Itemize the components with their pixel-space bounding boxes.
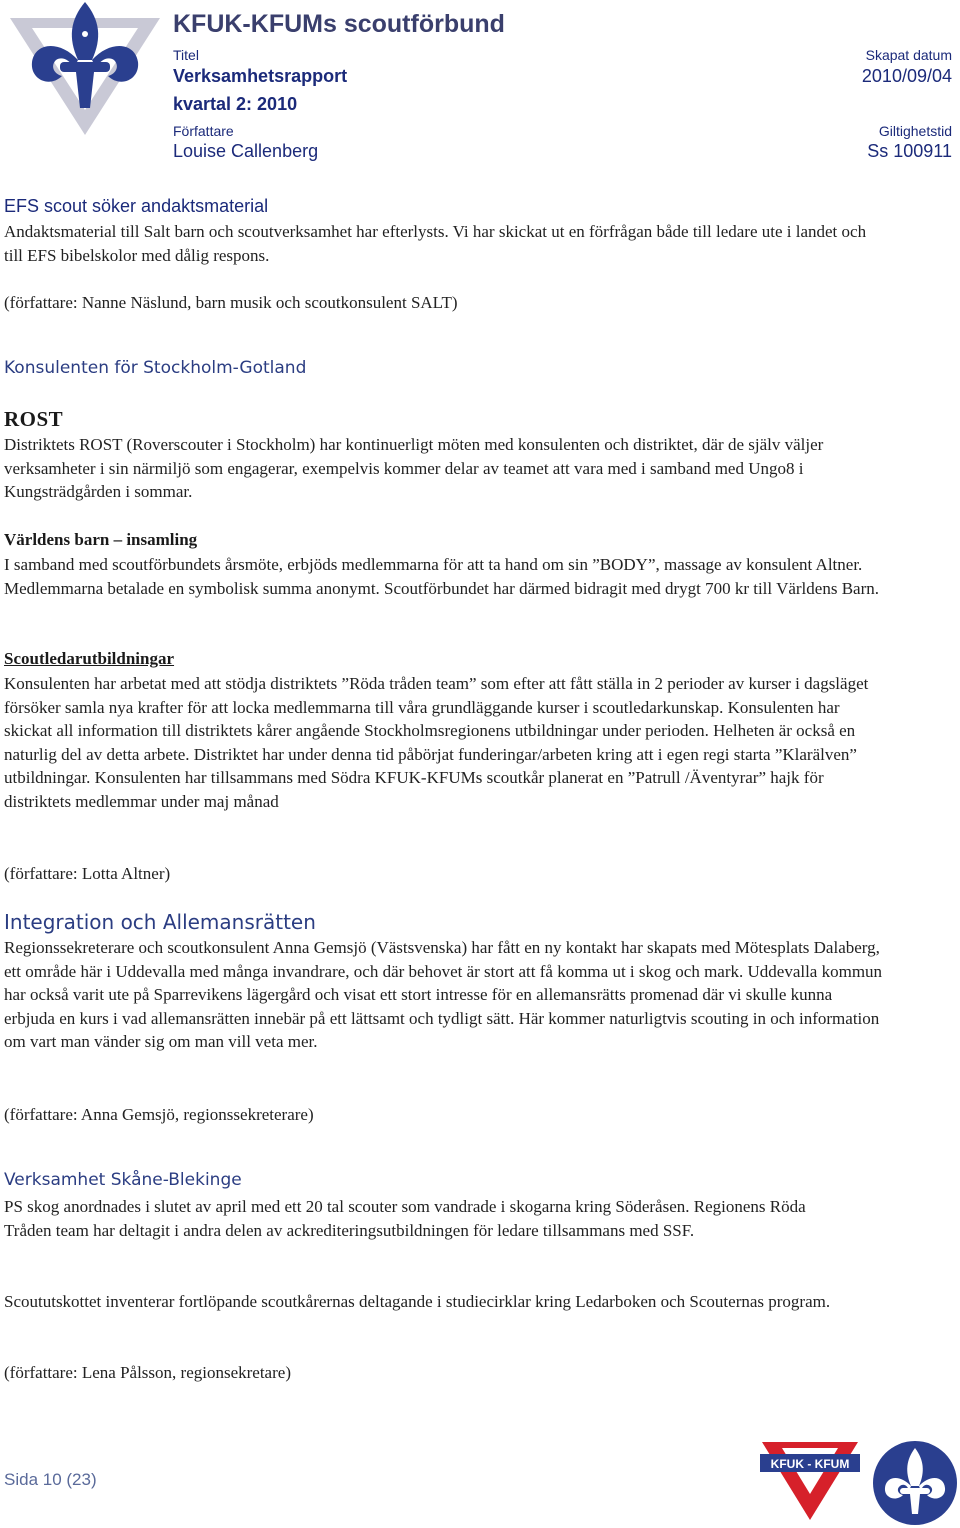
- rost-title: ROST: [4, 407, 64, 431]
- report-title-line1: Verksamhetsrapport: [173, 66, 348, 86]
- scoutledar-title: Scoutledarutbildningar: [4, 649, 175, 668]
- validity-label: Giltighetstid: [878, 123, 952, 139]
- rost-text: Distriktets ROST (Roverscouter i Stockholm) har kontinuerligt möten med konsulenten och distriktet, där de själv väljer verksamheter i sin närmiljö som engagerar, exempelvis kommer delar av teamet att vara med i samband med Ungo8 i Kungsträdgården i sommar.: [4, 435, 824, 502]
- created-date-label: Skapat datum: [865, 47, 952, 63]
- varldens-barn-title: Världens barn – insamling: [4, 530, 198, 549]
- efs-section-title: EFS scout söker andaktsmaterial: [4, 196, 269, 216]
- integration-text: Regionssekreterare och scoutkonsulent Anna Gemsjö (Västsvenska) har fått en ny kontakt har skapats med Mötesplats Dalaberg, ett område här i Uddevalla med många invandrare, och där behovet är stort att få komma ut i skog och mark. Uddevalla kommun har också varit ute på Sparrevikens lägergård och visat ett stort intresse för en allemansrätts promenad där vi skulle kunna erbjuda en kurs i vad allemansrätten innebär på ett lättsamt och tydligt sätt. Här kommer naturligtvis scouting in och information om vart man vänder sig om man vill veta mer.: [4, 938, 883, 1052]
- efs-author: (författare: Nanne Näslund, barn musik och scoutkonsulent SALT): [4, 293, 458, 312]
- validity-value: Ss 100911: [867, 141, 952, 161]
- author-value: Louise Callenberg: [173, 141, 319, 161]
- scoutledar-text: Konsulenten har arbetat med att stödja distriktets ”Röda tråden team” som efter att fått ställa in 2 perioder av kurser i dagsläget försöker samla nya krafter för att locka medlemmarna till våra grundläggande kurser i scoutledarkunskap. Konsulenten har skickat all information till distriktets kårer angående Stockholmsregionens utbildningar under perioden. Helheten är också en naturlig del av detta arbete. Distriktet har under denna tid påbörjat funderingar/arbeten kring att i egen regi starta ”Klarälven” utbildningar. Konsulenten har tillsammans med Södra KFUK-KFUMs scoutkår planerat en ”Patrull /Äventyrar” hajk för distriktets medlemmar under maj månad: [4, 674, 869, 811]
- skane-text: PS skog anordnades i slutet av april med ett 20 tal scouter som vandrade i skogarna kring Söderåsen. Regionens Röda Tråden team har deltagit i andra delen av ackrediteringsutbildningen för ledare tillsammans med SSF.: [4, 1197, 806, 1240]
- skane-section-title: Verksamhet Skåne-Blekinge: [4, 1170, 242, 1190]
- scout-fleur-de-lis-logo: [10, 0, 160, 140]
- report-title-line2: kvartal 2: 2010: [173, 94, 298, 114]
- varldens-barn-text: I samband med scoutförbundets årsmöte, erbjöds medlemmarna för att ta hand om sin ”BODY”, massage av konsulent Altner. Medlemmarna betalade en symbolisk summa anonymt. Scoutförbundet har därmed bidragit med drygt 700 kr till Världens Barn.: [4, 555, 879, 598]
- author-label: Författare: [173, 123, 234, 139]
- kfuk-kfum-triangle-logo: [760, 1440, 860, 1522]
- integration-section-title: Integration och Allemansrätten: [4, 910, 316, 934]
- kfuk-kfum-logo-text: KFUK - KFUM: [770, 1457, 850, 1471]
- scout-trefoil-logo: [872, 1440, 958, 1526]
- created-date-value: 2010/09/04: [861, 66, 952, 86]
- title-label: Titel: [173, 47, 199, 63]
- skane-author: (författare: Lena Pålsson, regionsekretare): [4, 1363, 291, 1382]
- skane-text-2: Scoututskottet inventerar fortlöpande scoutkårernas deltagande i studiecirklar kring Ledarboken och Scouternas program.: [4, 1292, 831, 1311]
- konsulent-section-title: Konsulenten för Stockholm-Gotland: [4, 358, 307, 378]
- scoutledar-author: (författare: Lotta Altner): [4, 864, 171, 883]
- page-number: Sida 10 (23): [4, 1470, 97, 1489]
- integration-author: (författare: Anna Gemsjö, regionssekreterare): [4, 1105, 314, 1124]
- efs-text: Andaktsmaterial till Salt barn och scoutverksamhet har efterlysts. Vi har skickat ut en förfrågan både till ledare ute i landet och till EFS bibelskolor med dålig respons.: [4, 222, 867, 265]
- organization-name: KFUK-KFUMs scoutförbund: [173, 10, 505, 38]
